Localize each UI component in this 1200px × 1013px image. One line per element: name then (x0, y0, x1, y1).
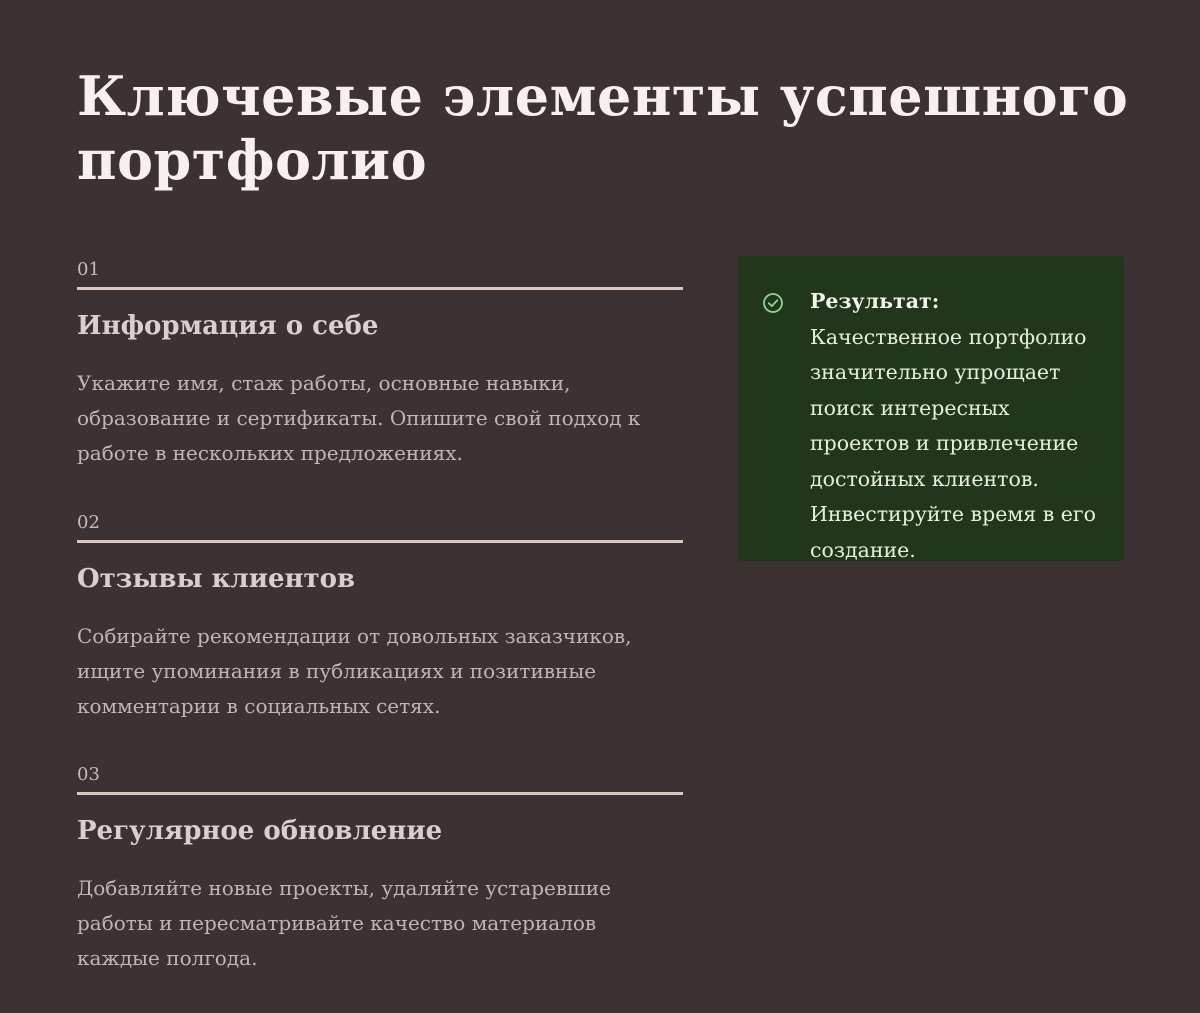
divider (77, 792, 683, 795)
item-heading: Отзывы клиентов (77, 564, 356, 594)
item-heading: Информация о себе (77, 311, 379, 341)
list-item (77, 764, 683, 976)
check-circle-icon (762, 292, 784, 314)
divider (77, 287, 683, 290)
result-text (810, 284, 1096, 568)
result-label: Результат: (810, 289, 940, 313)
list-item (77, 512, 683, 724)
item-description: Укажите имя, стаж работы, основные навыки, образование и сертификаты. Опишите свой подход к работе в нескольких предложениях. (77, 371, 641, 465)
result-description: Качественное портфолио значительно упрощает поиск интересных проектов и привлечение достойных клиентов. Инвестируйте время в его создание. (810, 324, 1096, 562)
item-description: Добавляйте новые проекты, удаляйте устаревшие работы и пересматривайте качество материалов каждые полгода. (77, 876, 611, 970)
item-heading: Регулярное обновление (77, 816, 443, 846)
page-title: Ключевые элементы успешного портфолио (77, 64, 1129, 192)
item-number: 03 (77, 764, 100, 785)
list-item (77, 259, 683, 471)
result-callout (738, 256, 1124, 561)
item-number: 01 (77, 259, 100, 280)
item-description: Собирайте рекомендации от довольных заказчиков, ищите упоминания в публикациях и позитивные комментарии в социальных сетях. (77, 624, 632, 718)
item-number: 02 (77, 512, 100, 533)
divider (77, 540, 683, 543)
